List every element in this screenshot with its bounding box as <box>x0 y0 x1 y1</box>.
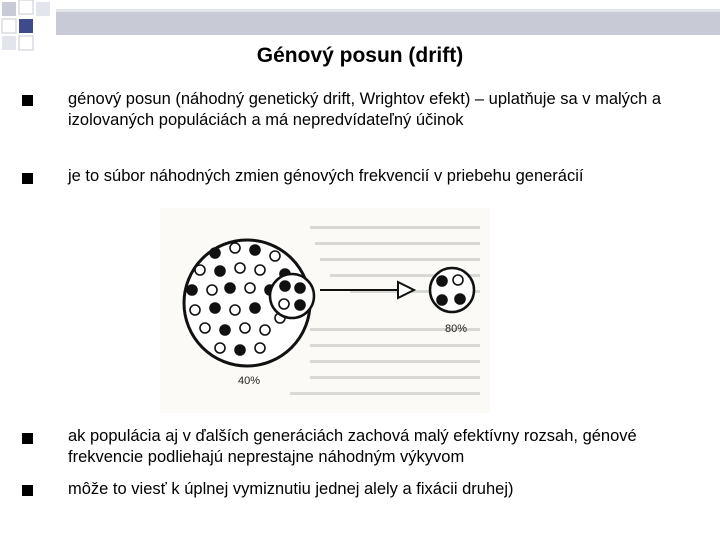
bullet-marker <box>22 485 33 496</box>
label-40-percent: 40% <box>238 375 261 387</box>
bullet-text: je to súbor náhodných zmien génových frekvencií v priebehu generácií <box>68 167 584 185</box>
drift-diagram <box>160 208 490 413</box>
bullet-text: ak populácia aj v ďalších generáciách zachová malý efektívny rozsah, génové frekvencie podliehajú neprestajne náhodným výkyvom <box>68 427 637 466</box>
sample-circle <box>270 274 314 318</box>
bullet-text: génový posun (náhodný genetický drift, Wrightov efekt) – uplatňuje sa v malých a izolovaných populáciách a má nepredvídateľný účinok <box>68 90 662 129</box>
bullet-marker <box>22 173 33 184</box>
bullet-marker <box>22 433 33 444</box>
top-stripe-decoration <box>56 9 720 35</box>
population-small <box>430 268 474 312</box>
label-80-percent: 80% <box>445 323 468 335</box>
bullet-marker <box>22 95 33 106</box>
slide-title: Génový posun (drift) <box>256 44 464 67</box>
bullet-text: môže to viesť k úplnej vymiznutiu jednej alely a fixácii druhej) <box>68 480 514 498</box>
